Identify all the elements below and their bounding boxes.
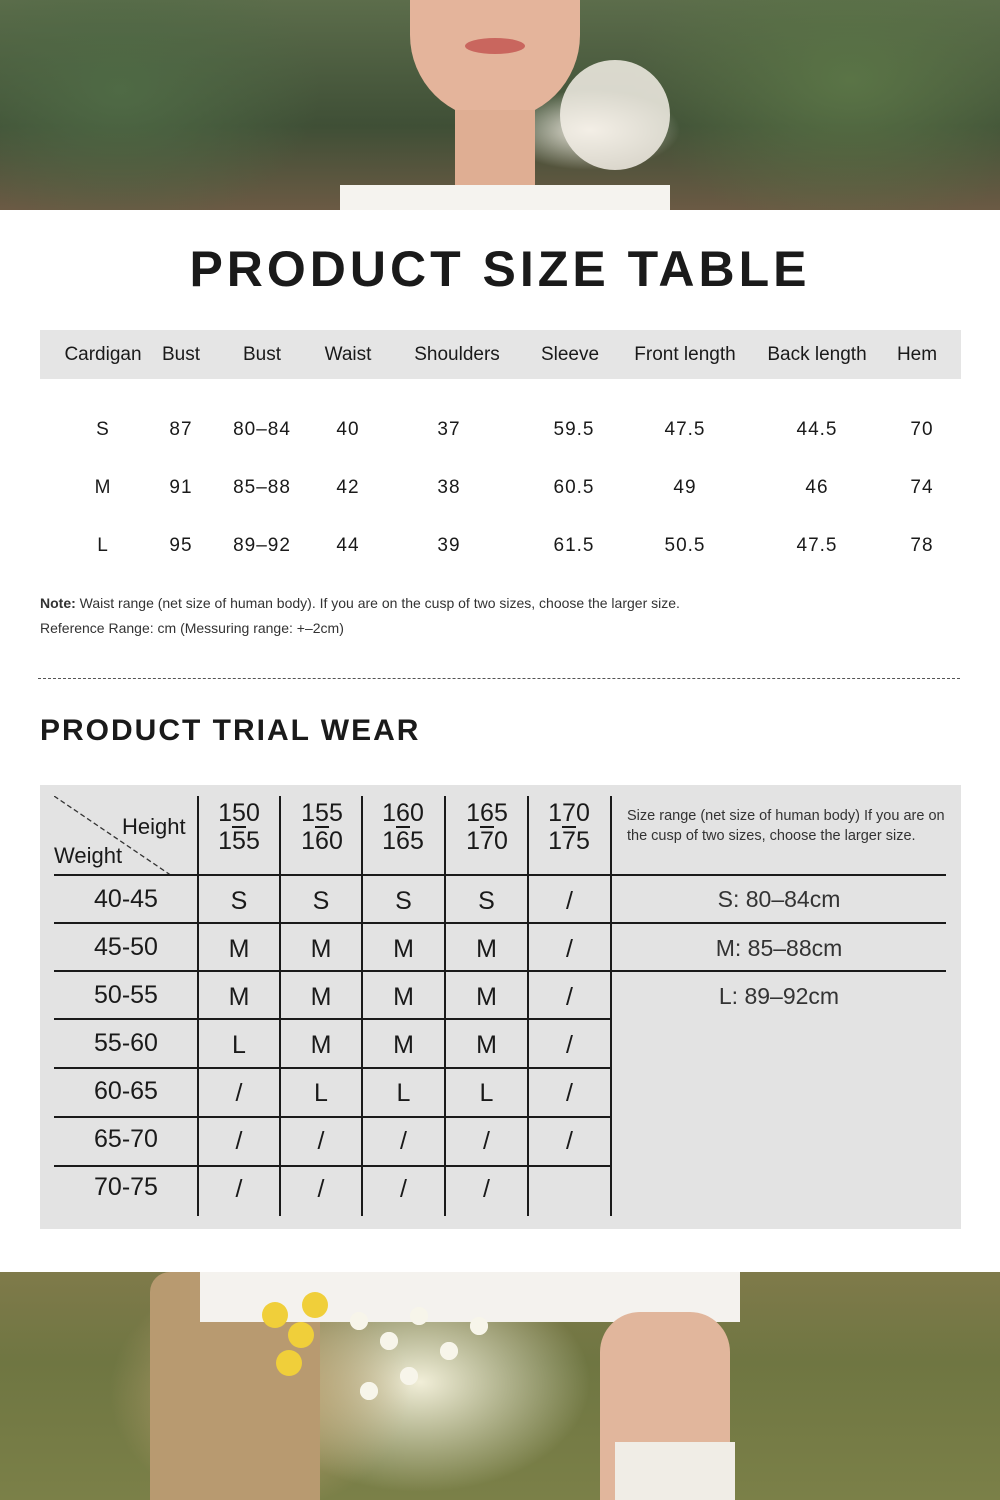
weight-label: 60-65 [94,1077,158,1105]
size-cell: M [476,983,497,1011]
size-range-s: S: 80–84cm [717,886,841,912]
height-from: 155 [301,799,343,827]
size-cell: / [317,1127,325,1155]
size-cell: M [393,935,414,963]
height-to: 175 [548,827,590,855]
height-to: 170 [466,827,508,855]
height-from: 165 [466,799,508,827]
corner-weight-label: Weight [54,843,123,868]
size-cell: S [478,887,495,915]
height-to: 165 [382,827,424,855]
weight-label: 70-75 [94,1173,158,1201]
header-back-length: Back length [767,344,867,365]
header-front-length: Front length [634,344,736,365]
lace-sock [615,1442,735,1500]
header-hem: Hem [896,344,938,365]
size-cell: / [566,1079,573,1107]
daisy [350,1312,368,1330]
size-cell: S [312,887,330,915]
weight-label: 40-45 [94,885,158,913]
size-cell: M [476,935,497,963]
yellow-tulip [288,1322,314,1348]
model-photo-bottom [0,1272,1000,1500]
note-text: Waist range (net size of human body). If you are on the cusp of two sizes, choose the larger size. [79,595,680,611]
height-from: 160 [382,799,424,827]
model-face [410,0,580,120]
size-cell: / [483,1175,490,1203]
header-shoulders: Shoulders [414,344,500,365]
cell-waist: 44 [336,535,360,556]
yellow-tulip [302,1292,328,1318]
height-to: 160 [301,827,343,855]
cell-front-length: 50.5 [664,535,706,556]
height-to: 155 [218,827,260,855]
cell-back-length: 46 [805,477,829,498]
cell-waist: 40 [336,419,360,440]
cell-bust-body: 80–84 [233,419,291,440]
cell-bust-garment: 95 [169,535,193,556]
yellow-tulip [276,1350,302,1376]
size-cell: / [235,1175,243,1203]
cell-hem: 78 [910,535,934,556]
height-range-header [281,800,363,854]
note-label: Note: [40,595,76,611]
daisy [360,1382,378,1400]
height-from: 170 [548,799,590,827]
cell-size: L [97,535,109,556]
cell-waist: 42 [336,477,360,498]
grid-line [54,922,946,924]
weight-label: 55-60 [94,1029,158,1057]
cell-sleeve: 61.5 [553,535,595,556]
corner-height-label: Height [122,814,186,839]
cell-size: M [94,477,112,498]
size-cell: L [232,1031,246,1059]
size-cell: / [483,1127,490,1155]
trial-wear-title: PRODUCT TRIAL WEAR [40,714,421,747]
size-note [40,595,680,611]
size-cell: / [235,1127,243,1155]
grid-line [54,1116,611,1118]
size-cell: / [566,983,573,1011]
table-row [40,468,961,508]
height-range-header [362,800,444,854]
grid-line [54,874,946,876]
size-cell: M [228,935,250,963]
model-lips [465,38,525,54]
grid-line [54,1018,611,1020]
cell-bust-body: 85–88 [233,477,291,498]
reference-range: Reference Range: cm (Messuring range: +–2cm) [40,620,344,636]
header-cardigan: Cardigan [64,344,142,365]
size-range-m: M: 85–88cm [715,935,843,961]
cell-back-length: 44.5 [796,419,838,440]
header-sleeve: Sleeve [540,344,600,365]
cell-back-length: 47.5 [796,535,838,556]
size-cell: L [314,1079,328,1107]
size-cell: M [310,983,332,1011]
daisy [400,1367,418,1385]
cell-bust-body: 89–92 [233,535,291,556]
size-cell: / [566,887,573,915]
size-cell: M [228,983,250,1011]
dashed-divider [38,678,960,679]
model-photo-top [0,0,1000,210]
size-range-l: L: 89–92cm [718,983,840,1009]
height-from: 150 [218,799,260,827]
height-range-header [446,800,528,854]
size-cell: M [393,983,414,1011]
grid-line [54,1165,611,1167]
size-table-title: PRODUCT SIZE TABLE [189,241,811,297]
cell-shoulders: 38 [437,477,461,498]
size-cell: / [317,1175,325,1203]
cell-front-length: 49 [673,477,697,498]
weight-label: 45-50 [94,933,158,961]
daisy [470,1317,488,1335]
daisy [440,1342,458,1360]
size-cell: L [396,1079,411,1107]
size-cell: M [476,1031,497,1059]
size-cell: S [230,887,248,915]
cell-bust-garment: 87 [169,419,193,440]
weight-label: 65-70 [94,1125,158,1153]
size-range-note: Size range (net size of human body) If you are on the cusp of two sizes, choose the larger size. [627,808,945,844]
size-cell: M [310,935,332,963]
cell-front-length: 47.5 [664,419,706,440]
size-cell: / [566,935,573,963]
weight-label: 50-55 [94,981,158,1009]
size-table-header [40,330,961,379]
size-cell: / [566,1127,573,1155]
table-row [40,526,961,566]
daisy [380,1332,398,1350]
size-cell: L [479,1079,494,1107]
cell-sleeve: 59.5 [553,419,595,440]
grid-line [54,1067,611,1069]
grid-line [54,970,946,972]
hair-bow [560,60,670,170]
cell-shoulders: 37 [437,419,461,440]
header-bust-garment: Bust [161,344,201,365]
cell-hem: 74 [910,477,934,498]
height-range-header [198,800,280,854]
size-cell: S [395,887,412,915]
daisy [410,1307,428,1325]
size-cell: M [393,1031,414,1059]
size-cell: / [400,1175,407,1203]
cell-shoulders: 39 [437,535,461,556]
yellow-tulip [262,1302,288,1328]
size-cell: / [235,1079,243,1107]
size-cell: M [310,1031,332,1059]
cell-size: S [96,419,110,440]
size-cell: / [400,1127,407,1155]
header-waist: Waist [324,344,372,365]
header-bust-body: Bust [242,344,282,365]
table-row [40,410,961,450]
size-cell: / [566,1031,573,1059]
cell-hem: 70 [910,419,934,440]
cell-bust-garment: 91 [169,477,193,498]
cell-sleeve: 60.5 [553,477,595,498]
blouse [340,185,670,210]
height-range-header [528,800,610,854]
